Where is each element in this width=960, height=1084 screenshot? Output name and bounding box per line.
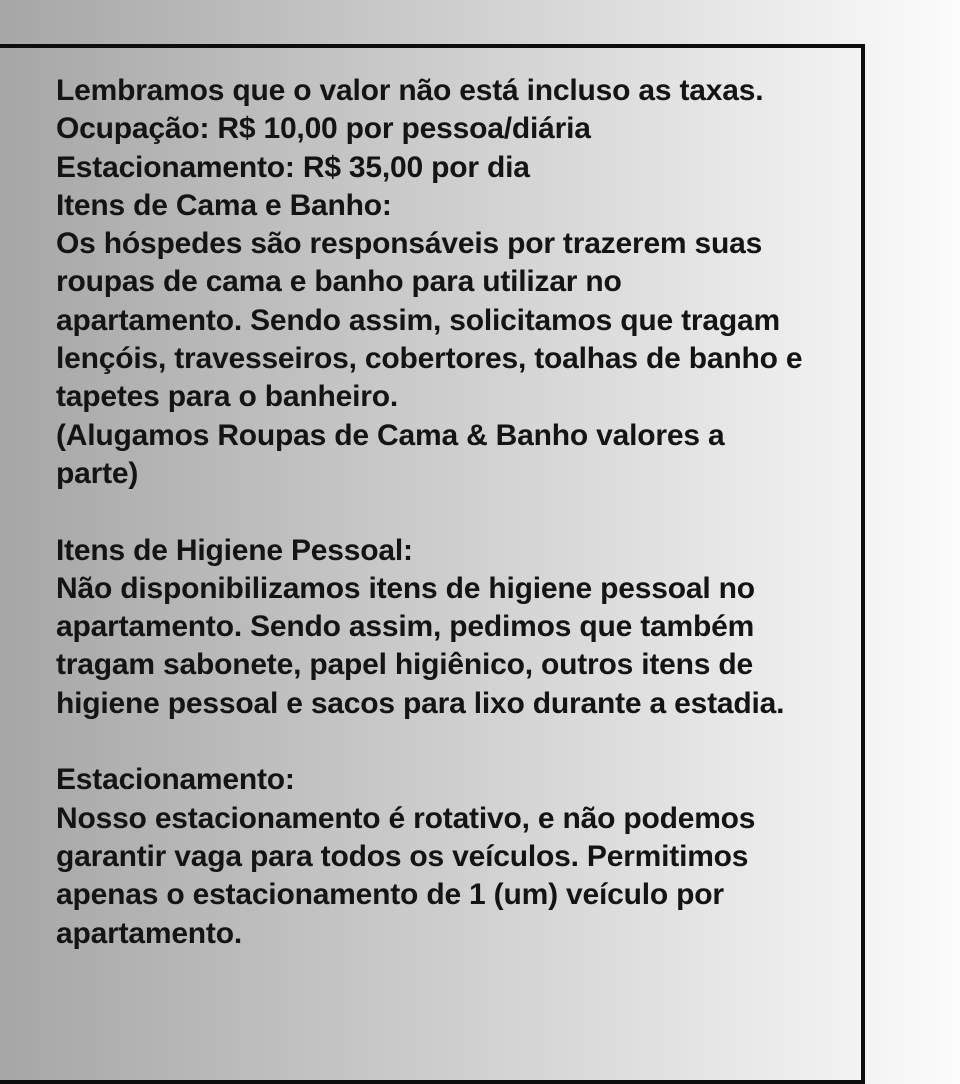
text-line: apartamento. Sendo assim, pedimos que também: [56, 610, 755, 644]
text-line: Ocupação: R$ 10,00 por pessoa/diária: [56, 112, 591, 146]
text-line: Estacionamento:: [56, 763, 295, 797]
text-line: Os hóspedes são responsáveis por trazerem suas: [56, 227, 763, 261]
text-line: garantir vaga para todos os veículos. Permitimos: [56, 839, 749, 873]
text-line: parte): [56, 456, 139, 490]
paragraph-personal-hygiene: [56, 532, 836, 723]
text-line: higiene pessoal e sacos para lixo durante a estadia.: [56, 686, 785, 720]
paragraph-parking: [56, 761, 836, 952]
text-line: Estacionamento: R$ 35,00 por dia: [56, 150, 530, 184]
text-line: apenas o estacionamento de 1 (um) veículo por: [56, 878, 724, 912]
text-line: lençóis, travesseiros, cobertores, toalhas de banho e: [56, 342, 803, 376]
text-line: apartamento.: [56, 916, 242, 950]
text-line: Nosso estacionamento é rotativo, e não podemos: [56, 801, 756, 835]
text-line: roupas de cama e banho para utilizar no: [56, 265, 622, 299]
text-line: apartamento. Sendo assim, solicitamos que tragam: [56, 303, 780, 337]
text-line: Itens de Cama e Banho:: [56, 188, 392, 222]
text-line: Lembramos que o valor não está incluso as taxas.: [56, 74, 764, 107]
text-line: Itens de Higiene Pessoal:: [56, 533, 413, 567]
text-line: tragam sabonete, papel higiênico, outros itens de: [56, 648, 754, 682]
text-line: Não disponibilizamos itens de higiene pessoal no: [56, 571, 755, 605]
rules-text-block: [56, 72, 836, 953]
paragraph-fees-and-linens: [56, 72, 836, 493]
text-line: tapetes para o banheiro.: [56, 380, 398, 414]
text-line: (Alugamos Roupas de Cama & Banho valores a: [56, 418, 725, 452]
